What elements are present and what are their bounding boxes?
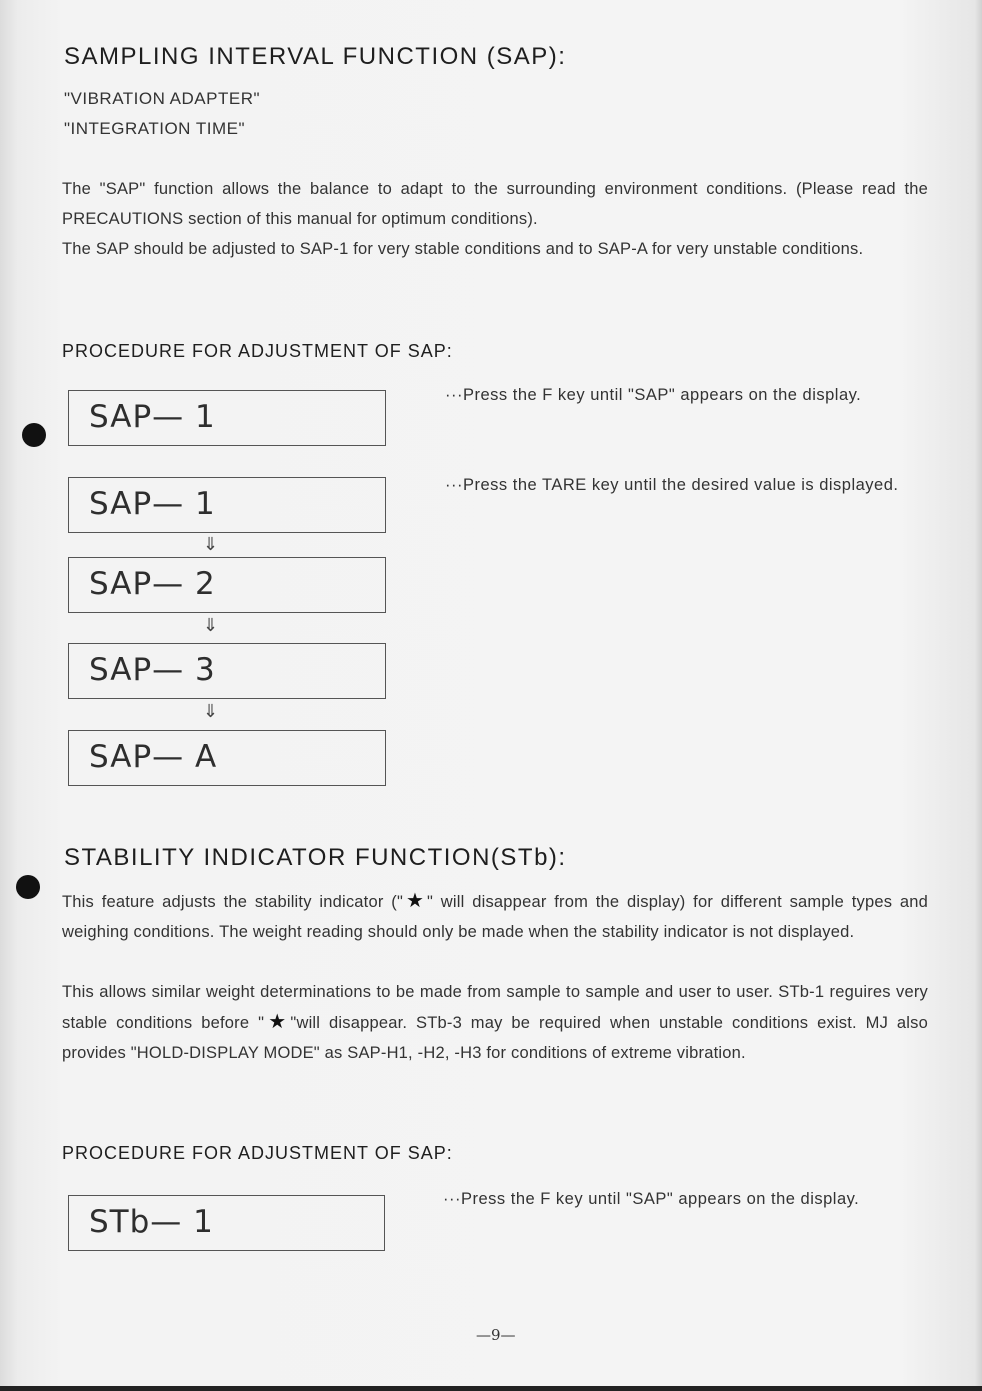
- display-readout: SAP— 1: [89, 486, 216, 522]
- sap-subtitle-integration: "INTEGRATION TIME": [64, 119, 246, 138]
- stb-p1-text-b: " will disappear from the display) for different sample types and weighing conditions. The weight reading should only be made when the stability indicator is not displayed.: [62, 893, 928, 941]
- down-arrow-icon: ⇓: [203, 534, 219, 554]
- display-readout: SAP— 1: [89, 399, 216, 435]
- binding-hole-bullet: [22, 423, 46, 447]
- sap-intro-paragraph-2: The SAP should be adjusted to SAP-1 for very stable conditions and to SAP-A for very unstable conditions.: [62, 240, 864, 258]
- stb-paragraph-1: [62, 886, 928, 947]
- star-icon: ★: [264, 1011, 291, 1033]
- sap-note-tare-key: ···Press the TARE key until the desired value is displayed.: [445, 476, 899, 494]
- sap-procedure-title: PROCEDURE FOR ADJUSTMENT OF SAP:: [62, 341, 453, 361]
- stb-note-f-key: ···Press the F key until "SAP" appears on the display.: [443, 1190, 860, 1208]
- display-readout: SAP— 2: [89, 566, 216, 602]
- stb-p2-text-a: This allows similar weight determinations to be made from sample to sample and user to user. STb-1 reguires very stable conditions before ": [62, 983, 928, 1032]
- page-edge-bar: [0, 1386, 982, 1391]
- sap-subtitle-vibration: "VIBRATION ADAPTER": [64, 89, 261, 108]
- sap-display-step-1: [68, 477, 386, 533]
- sap-section-title: SAMPLING INTERVAL FUNCTION (SAP):: [64, 43, 567, 70]
- down-arrow-icon: ⇓: [203, 701, 219, 721]
- sap-display-initial: [68, 390, 386, 446]
- display-readout: SAP— A: [89, 739, 218, 775]
- display-readout: SAP— 3: [89, 652, 216, 688]
- sap-display-step-4: [68, 730, 386, 786]
- stb-display-initial: [68, 1195, 385, 1251]
- sap-display-step-3: [68, 643, 386, 699]
- sap-display-step-2: [68, 557, 386, 613]
- sap-intro-paragraph-1: The "SAP" function allows the balance to adapt to the surrounding environment conditions. (Please read the PRECAUTIONS section of this manual for optimum conditions).: [62, 180, 928, 228]
- stb-paragraph-2: [62, 977, 928, 1068]
- binding-hole-bullet: [16, 875, 40, 899]
- page-number: —9—: [476, 1326, 516, 1344]
- display-readout: STb— 1: [89, 1204, 214, 1240]
- stb-p2-text-b: "will disappear. STb-3 may be required when unstable conditions exist. MJ also provides "HOLD-DISPLAY MODE" as SAP-H1, -H2, -H3 for conditions of extreme vibration.: [62, 1014, 928, 1062]
- stb-section-title: STABILITY INDICATOR FUNCTION(STb):: [64, 844, 567, 871]
- stb-p1-text-a: This feature adjusts the stability indicator (": [62, 893, 404, 911]
- stb-procedure-title: PROCEDURE FOR ADJUSTMENT OF SAP:: [62, 1143, 453, 1163]
- down-arrow-icon: ⇓: [203, 615, 219, 635]
- star-icon: ★: [403, 890, 428, 912]
- sap-note-f-key: ···Press the F key until "SAP" appears on the display.: [445, 386, 862, 404]
